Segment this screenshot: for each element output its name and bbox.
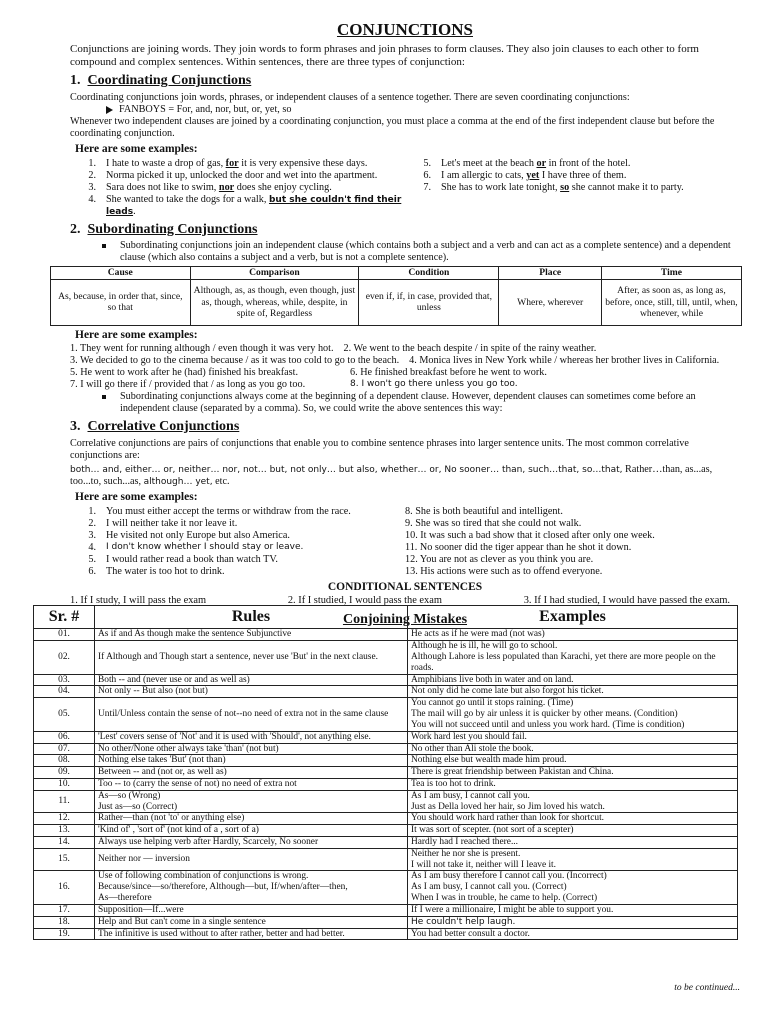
- table-row: [34, 871, 738, 904]
- rule-cell: As—so (Wrong) Just as—so (Correct): [95, 790, 408, 813]
- table-header: Comparison: [190, 267, 359, 279]
- conjunction-highlight: for: [225, 157, 239, 169]
- rule-cell: Always use helping verb after Hardly, Scarcely, No sooner: [95, 837, 408, 849]
- list-item: [405, 554, 740, 566]
- rule-cell: Nothing else takes 'But' (not than): [95, 755, 408, 767]
- item-text: I am allergic to cats, yet I have three of them.: [441, 169, 627, 181]
- item-number: 3.: [88, 529, 96, 541]
- coordinating-definition: Coordinating conjunctions join words, phrases, or independent clauses of a sentence together. There are seven coordinating conjunctions:: [70, 91, 630, 103]
- table-header: Condition: [359, 267, 499, 279]
- rule-cell: 'Kind of' , 'sort of' (not kind of a , sort of a): [95, 825, 408, 837]
- example-line: [70, 343, 740, 355]
- table-header: Examples: [408, 606, 738, 629]
- conjunction-highlight: yet: [526, 169, 540, 181]
- correlative-examples-right: [405, 506, 740, 578]
- table-row: [34, 928, 738, 940]
- rule-cell: Not only -- But also (not but): [95, 686, 408, 698]
- conjunction-highlight: so: [560, 181, 570, 193]
- row-number: 07.: [34, 743, 95, 755]
- example-cell: Hardly had I reached there...: [408, 837, 738, 849]
- subordinating-note: Subordinating conjunctions always come at the beginning of a dependent clause. However, dependent clauses can sometimes come before an independent clause (separated by a comma). So, we could write the above sentences this way:: [70, 391, 740, 415]
- table-row: [34, 916, 738, 928]
- row-number: 15.: [34, 848, 95, 871]
- table-row: [34, 813, 738, 825]
- row-number: 12.: [34, 813, 95, 825]
- square-bullet-icon: [102, 395, 106, 399]
- item-text: I hate to waste a drop of gas, for it is very expensive these days.: [106, 157, 368, 169]
- list-item: [70, 566, 405, 578]
- row-number: 09.: [34, 767, 95, 779]
- subordinating-definition: Subordinating conjunctions join an independent clause (which contains both a subject and a verb and can act as a complete sentence) and a dependent clause (which also contains a subject and a verb, but is not a complete sentence).: [70, 240, 740, 264]
- table-header: Cause: [51, 267, 191, 279]
- rule-cell: Use of following combination of conjunctions is wrong. Because/since—so/therefore, Although—but, If/when/after—then, As—therefore: [95, 871, 408, 904]
- mistakes-heading: Conjoining Mistakes: [342, 611, 468, 627]
- item-number: 1.: [88, 505, 96, 517]
- table-row: [34, 629, 738, 641]
- list-item: [405, 182, 740, 194]
- item-text: Sara does not like to swim, nor does she enjoy cycling.: [106, 181, 332, 193]
- section-correlative-heading: 3. Correlative Conjunctions: [70, 419, 240, 435]
- item-number: 6.: [423, 169, 431, 181]
- item-text: I would rather read a book than watch TV.: [106, 553, 278, 565]
- example-cell: As I am busy, I cannot call you. Just as Della loved her hair, so Jim loved his watch.: [408, 790, 738, 813]
- item-text: He visited not only Europe but also America.: [106, 529, 290, 541]
- example-cell: No other than Ali stole the book.: [408, 743, 738, 755]
- row-number: 17.: [34, 904, 95, 916]
- item-text: She wanted to take the dogs for a walk, but she couldn't find their leads.: [106, 193, 402, 217]
- example-left: 3. We decided to go to the cinema because / as it was too cold to go to the beach.: [70, 355, 400, 367]
- example-cell: Although he is ill, he will go to school. Although Lahore is less populated than Karachi, yet there are more people on the roads.: [408, 641, 738, 674]
- row-number: 10.: [34, 778, 95, 790]
- row-number: 01.: [34, 629, 95, 641]
- mistakes-table: [33, 605, 738, 940]
- example-cell: Nothing else but wealth made him proud.: [408, 755, 738, 767]
- table-header: Time: [601, 267, 741, 279]
- item-number: 5.: [88, 553, 96, 565]
- coordinating-examples: [70, 158, 740, 218]
- table-row: [34, 731, 738, 743]
- example-left: 7. I will go there if / provided that / as long as you go too.: [70, 379, 306, 391]
- example-cell: It was sort of scepter. (not sort of a scepter): [408, 825, 738, 837]
- list-item: [70, 542, 405, 554]
- item-text: You must either accept the terms or withdraw from the race.: [106, 505, 351, 517]
- coordinating-examples-right: [405, 158, 740, 218]
- item-number: 5.: [423, 157, 431, 169]
- example-cell: Tea is too hot to drink.: [408, 778, 738, 790]
- rule-cell: Rather—than (not 'to' or anything else): [95, 813, 408, 825]
- table-header: Place: [499, 267, 602, 279]
- table-row: [34, 837, 738, 849]
- example-cell: He acts as if he were mad (not was): [408, 629, 738, 641]
- example-cell: There is great friendship between Pakistan and China.: [408, 767, 738, 779]
- list-item: [70, 158, 405, 170]
- table-row: [34, 641, 738, 674]
- row-number: 14.: [34, 837, 95, 849]
- item-text: 8. She is both beautiful and intelligent.: [405, 505, 563, 517]
- subordinating-examples: [70, 343, 740, 391]
- rule-cell: Both -- and (never use or and as well as): [95, 674, 408, 686]
- conditional-example: 1. If I study, I will pass the exam: [70, 595, 207, 607]
- row-number: 18.: [34, 916, 95, 928]
- table-row: [34, 904, 738, 916]
- conjunction-highlight: nor: [218, 181, 235, 193]
- row-number: 03.: [34, 674, 95, 686]
- item-text: 11. No sooner did the tiger appear than he shot it down.: [405, 541, 632, 553]
- item-text: 10. It was such a bad show that it closed after only one week.: [405, 529, 655, 541]
- rule-cell: If Although and Though start a sentence, never use 'But' in the next clause.: [95, 641, 408, 674]
- item-number: 2.: [88, 169, 96, 181]
- rule-cell: Between -- and (not or, as well as): [95, 767, 408, 779]
- example-right: 4. Monica lives in New York while / whereas her brother lives in California.: [409, 355, 720, 367]
- table-cell: Where, wherever: [499, 279, 602, 325]
- example-cell: If I were a millionaire, I might be able to support you.: [408, 904, 738, 916]
- example-line: [70, 367, 740, 379]
- example-cell: Work hard lest you should fail.: [408, 731, 738, 743]
- row-number: 02.: [34, 641, 95, 674]
- example-left: 5. He went to work after he (had) finished his breakfast.: [70, 367, 299, 379]
- rule-cell: Too -- to (carry the sense of not) no need of extra not: [95, 778, 408, 790]
- conditional-heading: CONDITIONAL SENTENCES: [327, 580, 483, 593]
- intro-paragraph: Conjunctions are joining words. They join words to form phrases and join phrases to form clauses. They also join clauses to each other to form compound and complex sentences. Within sentences, there are three types of conjunction:: [70, 43, 699, 69]
- item-number: 6.: [88, 565, 96, 577]
- correlative-examples-left: [70, 506, 405, 578]
- correlative-definition: Correlative conjunctions are pairs of conjunctions that enable you to combine sentence phrases into larger sentence units. The most common correlative conjunctions are:: [70, 437, 689, 461]
- table-row: [34, 778, 738, 790]
- item-number: 4.: [88, 541, 96, 553]
- example-cell: As I am busy therefore I cannot call you. (Incorrect) As I am busy, I cannot call you. (Correct) When I was in trouble, he came to help. (Correct): [408, 871, 738, 904]
- list-item: [405, 518, 740, 530]
- list-item: [405, 566, 740, 578]
- example-left: 1. They went for running although / even though it was very hot.: [70, 343, 334, 355]
- item-text: The water is too hot to drink.: [106, 565, 225, 577]
- item-text: She has to work late tonight, so she cannot make it to party.: [441, 181, 684, 193]
- item-text: Let's meet at the beach or in front of the hotel.: [441, 157, 631, 169]
- item-number: 3.: [88, 181, 96, 193]
- row-number: 05.: [34, 698, 95, 731]
- correlative-examples-heading: Here are some examples:: [75, 491, 198, 504]
- table-row: [34, 790, 738, 813]
- rule-cell: Supposition—If...were: [95, 904, 408, 916]
- subordinating-examples-heading: Here are some examples:: [75, 328, 198, 341]
- conditional-example: 2. If I studied, I would pass the exam: [287, 595, 442, 607]
- table-cell: even if, if, in case, provided that, unless: [359, 279, 499, 325]
- table-row: [34, 698, 738, 731]
- table-cell: After, as soon as, as long as, before, once, still, till, until, when, whenever, while: [601, 279, 741, 325]
- rule-cell: As if and As though make the sentence Subjunctive: [95, 629, 408, 641]
- example-right: 6. He finished breakfast before he went to work.: [350, 367, 547, 379]
- row-number: 08.: [34, 755, 95, 767]
- rule-cell: 'Lest' covers sense of 'Not' and it is used with 'Should', not anything else.: [95, 731, 408, 743]
- table-row: [34, 825, 738, 837]
- item-text: 12. You are not as clever as you think you are.: [405, 553, 594, 565]
- table-row: [34, 686, 738, 698]
- list-item: [70, 194, 405, 218]
- list-item: [70, 530, 405, 542]
- rule-cell: The infinitive is used without to after rather, better and had better.: [95, 928, 408, 940]
- section-coordinating-heading: 1. Coordinating Conjunctions: [70, 73, 252, 89]
- list-item: [70, 182, 405, 194]
- example-line: [70, 355, 740, 367]
- rule-cell: Neither nor — inversion: [95, 848, 408, 871]
- item-text: Norma picked it up, unlocked the door and wet into the apartment.: [106, 169, 378, 181]
- example-cell: You cannot go until it stops raining. (Time) The mail will go by air unless it is quicker by other means. (Condition) You will not succeed until and unless you work hard. (Time is condition): [408, 698, 738, 731]
- item-text: 9. She was so tired that she could not walk.: [405, 517, 582, 529]
- example-right: 8. I won't go there unless you go too.: [350, 379, 518, 390]
- example-cell: He couldn't help laugh.: [408, 916, 738, 928]
- example-cell: Not only did he come late but also forgot his ticket.: [408, 686, 738, 698]
- item-text: I will neither take it nor leave it.: [106, 517, 238, 529]
- rule-cell: Until/Unless contain the sense of not--no need of extra not in the same clause: [95, 698, 408, 731]
- item-text: I don't know whether I should stay or leave.: [106, 541, 304, 552]
- table-cell: As, because, in order that, since, so that: [51, 279, 191, 325]
- subordinating-table: [50, 266, 742, 325]
- table-row: [34, 743, 738, 755]
- table-header: Sr. #: [34, 606, 95, 629]
- continued-note: to be continued...: [674, 982, 740, 993]
- row-number: 06.: [34, 731, 95, 743]
- example-right: 2. We went to the beach despite / in spite of the rainy weather.: [343, 343, 597, 355]
- table-cell: Although, as, as though, even though, just as, though, whereas, while, despite, in spite of, Regardless: [190, 279, 359, 325]
- item-number: 1.: [88, 157, 96, 169]
- table-row: [34, 755, 738, 767]
- item-number: 2.: [88, 517, 96, 529]
- coordinating-examples-heading: Here are some examples:: [75, 143, 198, 156]
- correlative-examples: [70, 506, 740, 578]
- fanboys-line: FANBOYS = For, and, nor, but, or, yet, so: [70, 104, 740, 116]
- conditional-example: 3. If I had studied, I would have passed the exam.: [523, 595, 730, 607]
- section-subordinating-heading: 2. Subordinating Conjunctions: [70, 221, 258, 237]
- table-row: [34, 848, 738, 871]
- example-cell: Amphibians live both in water and on land.: [408, 674, 738, 686]
- conjunction-highlight: but she couldn't find their leads: [106, 194, 402, 217]
- list-item: [70, 554, 405, 566]
- coordinating-comma-rule: Whenever two independent clauses are joined by a coordinating conjunction, you must place a comma at the end of the first independent clause but before the coordinating conjunction.: [70, 116, 715, 140]
- list-item: [405, 542, 740, 554]
- row-number: 13.: [34, 825, 95, 837]
- list-item: [405, 170, 740, 182]
- row-number: 04.: [34, 686, 95, 698]
- rule-cell: No other/None other always take 'than' (not but): [95, 743, 408, 755]
- table-row: [34, 674, 738, 686]
- row-number: 11.: [34, 790, 95, 813]
- item-number: 7.: [423, 181, 431, 193]
- item-text: 13. His actions were such as to offend everyone.: [405, 565, 603, 577]
- table-header: Rules: [95, 606, 408, 629]
- row-number: 16.: [34, 871, 95, 904]
- conjunction-highlight: or: [536, 157, 547, 169]
- correlative-pairs: both… and, either… or, neither… nor, not… but, not only… but also, whether… or, No sooner… than, such…that, so…that, Rather…than, as...as, too...to, such...as, although… yet, etc.: [70, 464, 713, 488]
- square-bullet-icon: [102, 244, 106, 248]
- coordinating-examples-left: [70, 158, 405, 218]
- list-item: [70, 170, 405, 182]
- list-item: [405, 158, 740, 170]
- list-item: [405, 506, 740, 518]
- example-line: [70, 379, 740, 391]
- table-row: [34, 767, 738, 779]
- rule-cell: Help and But can't come in a single sentence: [95, 916, 408, 928]
- list-item: [70, 506, 405, 518]
- item-number: 4.: [88, 193, 96, 205]
- arrow-bullet-icon: [106, 106, 113, 114]
- page-title: CONJUNCTIONS: [336, 20, 474, 39]
- row-number: 19.: [34, 928, 95, 940]
- list-item: [405, 530, 740, 542]
- list-item: [70, 518, 405, 530]
- example-cell: Neither he nor she is present. I will not take it, neither will I leave it.: [408, 848, 738, 871]
- example-cell: You should work hard rather than look for shortcut.: [408, 813, 738, 825]
- example-cell: You had better consult a doctor.: [408, 928, 738, 940]
